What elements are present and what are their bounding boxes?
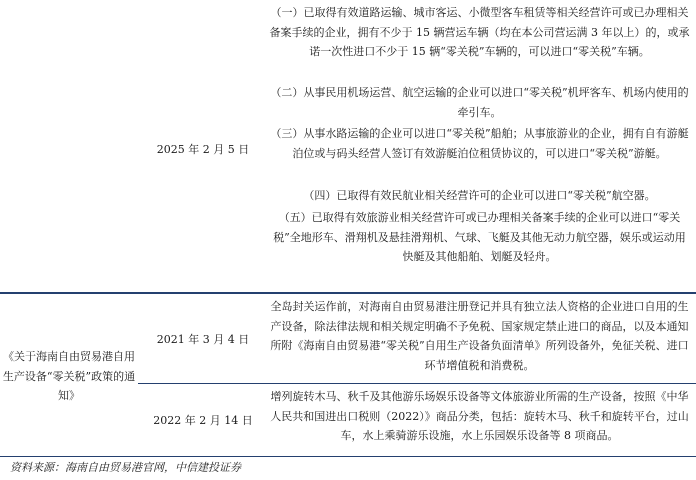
content-paragraph: 增列旋转木马、秋千及其他游乐场娱乐设备等文体旅游业所需的生产设备，按照《中华人民共和国进出口税则（2022）》商品分类，包括：旋转木马、秋千和旋转平台，过山车，水上乘骑游乐设施，水上乐园娱乐设备等 8 项商品。 <box>270 390 689 443</box>
content-paragraph: 全岛封关运作前，对海南自由贸易港注册登记并具有独立法人资格的企业进口自用的生产设备，除法律法规和相关规定明确不予免税、国家规定禁止进口的商品，以及本通知所附《海南自由贸易港“零关税”自用生产设备负面清单》所列设备外，免征关税、进口环节增值税和消费税。 <box>270 300 689 372</box>
policy-name-text: 《关于海南自由贸易港自用生产设备“零关税”政策的通知》 <box>2 350 136 403</box>
date-text: 2022 年 2 月 14 日 <box>153 414 253 427</box>
content-paragraph: （五）已取得有效旅游业相关经营许可或已办理相关备案手续的企业可以进口“零关税”全地形车、滑翔机及悬挂滑翔机、气球、飞艇及其他无动力航空器，娱乐或运动用快艇及其他船舶、划艇及轻舟。 <box>273 211 686 264</box>
source-note: 资料来源：海南自由贸易港官网，中信建投证券 <box>10 461 241 474</box>
content-cell <box>268 297 691 375</box>
table-bottom-rule <box>0 456 696 457</box>
content-paragraph: （三）从事水路运输的企业可以进口“零关税”船舶；从事旅游业的企业，拥有自有游艇泊位或与码头经营人签订有效游艇泊位租赁协议的，可以进口“零关税”游艇。 <box>270 127 689 160</box>
table-row <box>0 294 696 403</box>
date-text: 2025 年 2 月 5 日 <box>156 143 250 156</box>
table-row <box>0 384 696 454</box>
content-cell <box>268 3 691 267</box>
content-paragraph: （二）从事民用机场运营、航空运输的企业可以进口“零关税”机坪客车、机场内使用的牵引车。 <box>270 86 689 119</box>
content-cell <box>268 387 691 446</box>
date-text: 2021 年 3 月 4 日 <box>156 333 250 346</box>
content-paragraph: （一）已取得有效道路运输、城市客运、小微型客车租赁等相关经营许可或已办理相关备案手续的企业，拥有不少于 15 辆营运车辆（均在本公司营运满 3 年以上）的，或承诺一次性进口不少于 15 辆“零关税”车辆的，可以进口“零关税”车辆。 <box>269 6 690 59</box>
content-paragraph: （四）已取得有效民航业相关经营许可的企业可以进口“零关税”航空器。 <box>303 189 656 202</box>
date-cell <box>138 0 268 292</box>
date-cell <box>138 294 268 382</box>
date-cell <box>138 384 268 454</box>
